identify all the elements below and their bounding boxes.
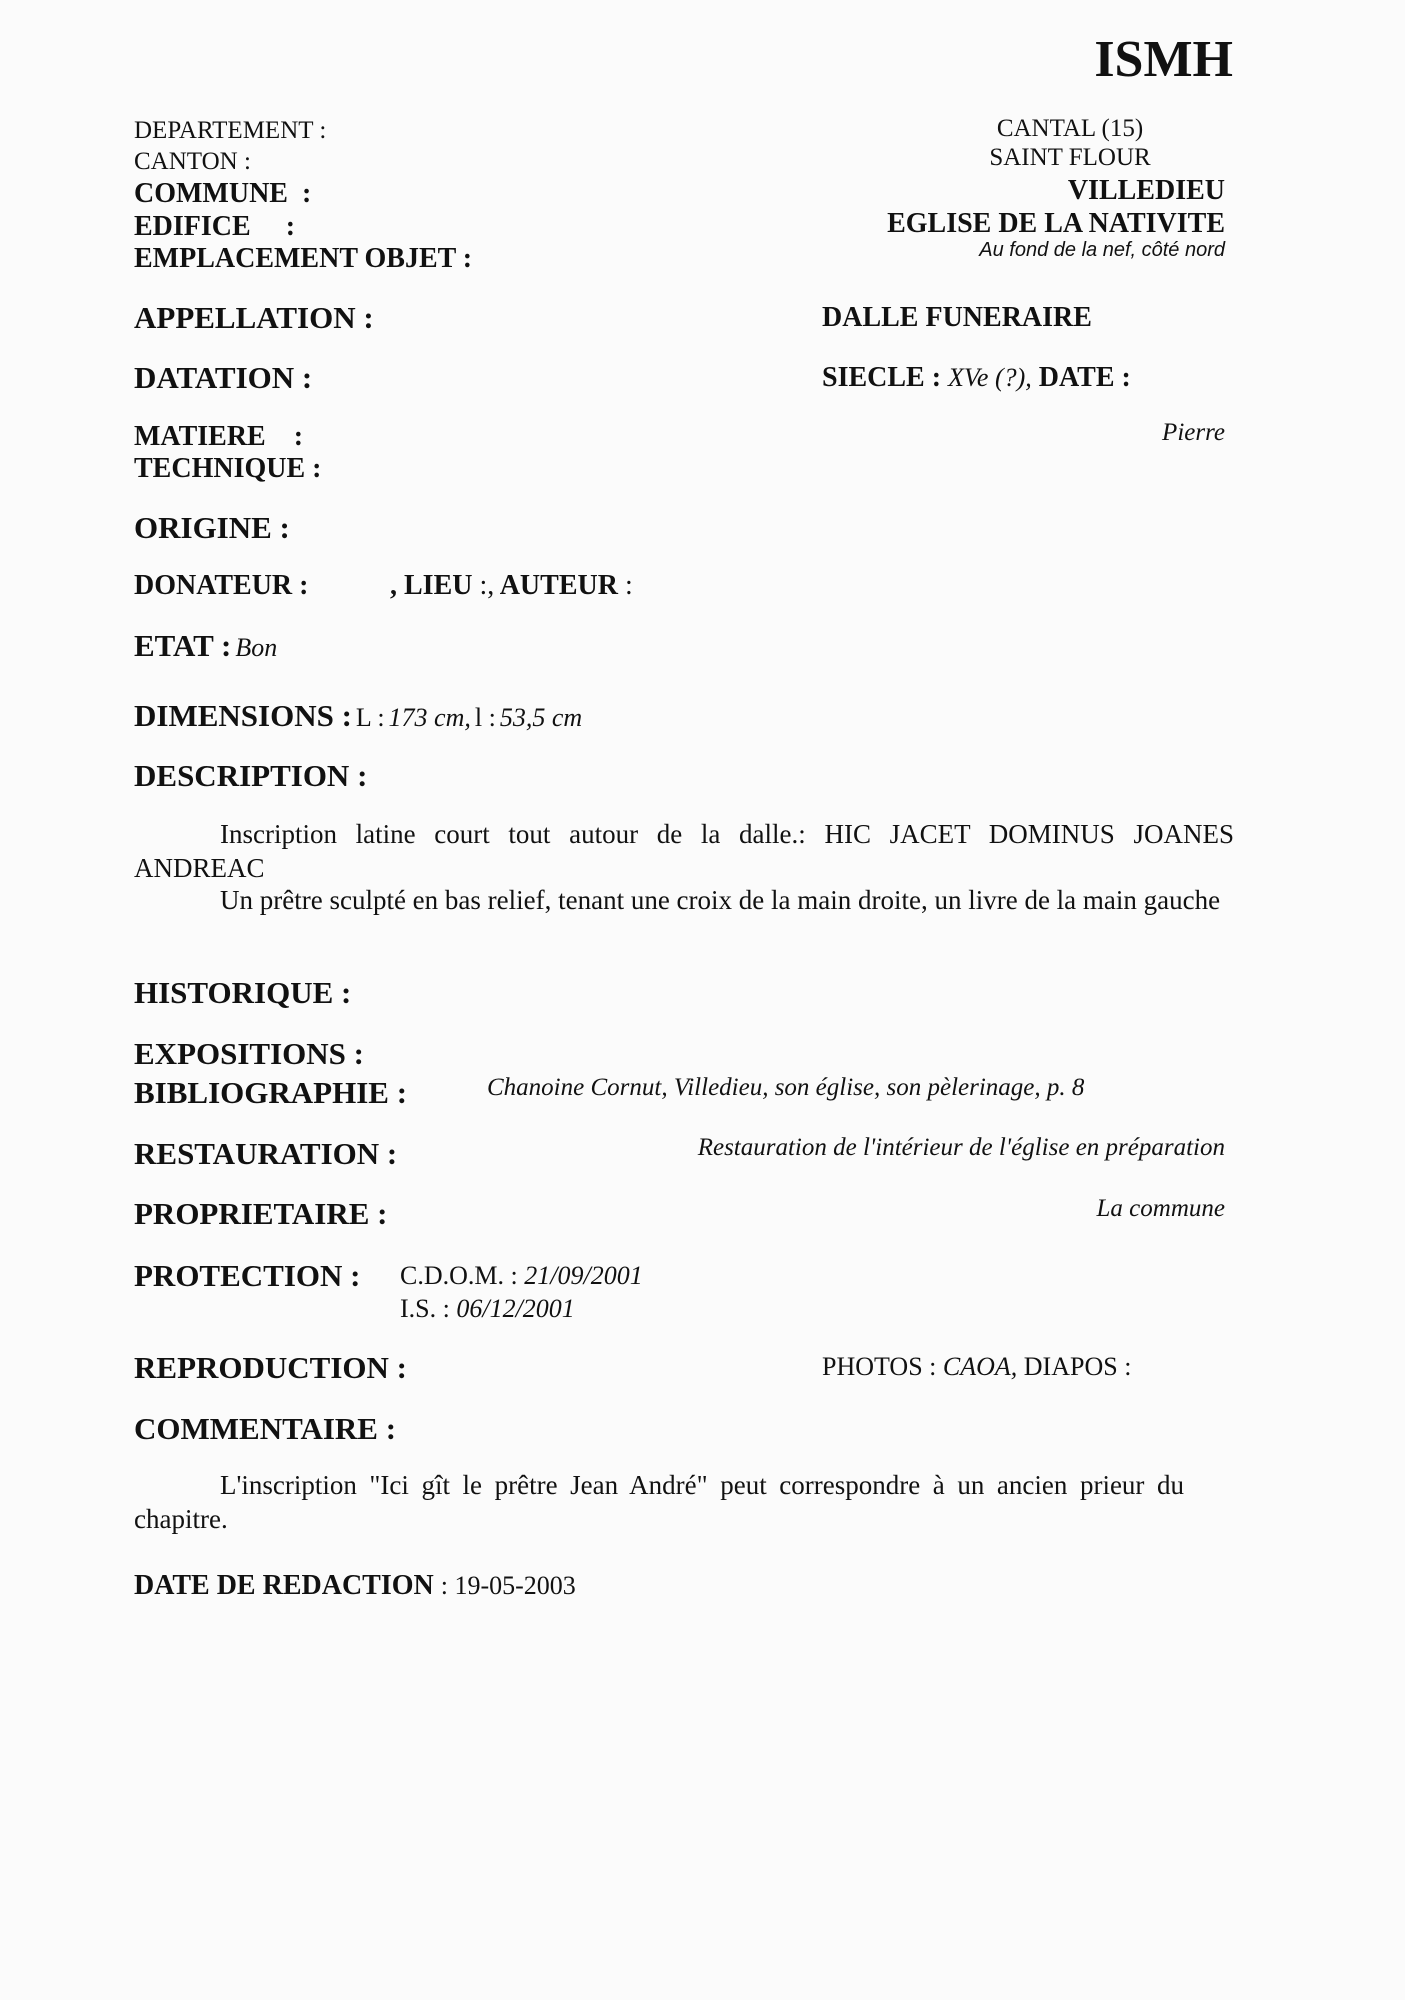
bibliographie-value: Chanoine Cornut, Villedieu, son église, son pèlerinage, p. 8 [487,1074,1085,1101]
dimensions-l-value: 173 cm, [388,703,471,732]
redaction-label: DATE DE REDACTION [134,1570,434,1601]
cdom-label: C.D.O.M. : [400,1261,518,1290]
protection-cdom-line [400,1263,643,1289]
technique-label: TECHNIQUE : [134,453,322,484]
protection-label: PROTECTION : [134,1258,361,1293]
auteur-sep: : [617,570,633,601]
lieu-label: , LIEU [390,570,473,601]
date-label: DATE : [1038,362,1131,393]
document-code: ISMH [1094,31,1233,88]
commune-value: VILLEDIEU [1067,175,1225,206]
matiere-value: Pierre [1162,419,1225,446]
dimensions-line [134,700,582,731]
emplacement-label: EMPLACEMENT OBJET : [134,243,473,274]
diapos-label: DIAPOS : [1023,1352,1132,1381]
commentaire-text: L'inscription "Ici gît le prêtre Jean André" peut correspondre à un ancien prieur du chapitre. [134,1470,1184,1534]
lieu-auteur-line [390,572,633,600]
redaction-line [134,1572,576,1600]
restauration-value: Restauration de l'intérieur de l'église en préparation [697,1134,1225,1161]
canton-value: SAINT FLOUR [989,144,1151,171]
proprietaire-value: La commune [1096,1195,1225,1222]
description-paragraph-2 [134,883,1234,917]
commentaire-paragraph [134,1468,1184,1536]
etat-value: Bon [235,633,278,662]
edifice-label: EDIFICE : [134,211,296,242]
photos-label: PHOTOS : [822,1352,937,1381]
siecle-label: SIECLE : [822,362,942,393]
reproduction-photos-line [822,1354,1131,1380]
description-p1: Inscription latine court tout autour de la dalle.: HIC JACET DOMINUS JOANES ANDREAC [134,819,1234,883]
siecle-value: XVe (?), [948,363,1032,392]
edifice-value: EGLISE DE LA NATIVITE [887,208,1225,239]
appellation-value: DALLE FUNERAIRE [822,302,1092,333]
bibliographie-label: BIBLIOGRAPHIE : [134,1075,408,1110]
donateur-label: DONATEUR : [134,570,309,601]
lieu-sep: :, [472,570,495,601]
proprietaire-label: PROPRIETAIRE : [134,1196,388,1231]
dimensions-l-label: L : [355,703,385,732]
redaction-value: : 19-05-2003 [440,1571,576,1600]
description-p2: Un prêtre sculpté en bas relief, tenant une croix de la main droite, un livre de la main gauche [220,885,1221,915]
departement-label: DEPARTEMENT : [134,117,327,144]
emplacement-value: Au fond de la nef, côté nord [979,239,1225,261]
etat-line [134,630,277,661]
matiere-label: MATIERE : [134,421,304,452]
etat-label: ETAT : [134,628,232,663]
dimensions-w-value: 53,5 cm [499,703,583,732]
siecle-line [822,364,1131,392]
description-paragraph-1 [134,817,1234,885]
auteur-label: AUTEUR [494,570,618,601]
expositions-label: EXPOSITIONS : [134,1036,364,1071]
datation-label: DATATION : [134,360,313,395]
commune-label: COMMUNE : [134,178,312,209]
origine-label: ORIGINE : [134,510,290,545]
dimensions-w-label: l : [474,703,496,732]
description-label: DESCRIPTION : [134,758,368,793]
commentaire-label: COMMENTAIRE : [134,1411,397,1446]
departement-value: CANTAL (15) [996,115,1144,142]
is-value: 06/12/2001 [456,1294,575,1323]
is-label: I.S. : [400,1294,450,1323]
historique-label: HISTORIQUE : [134,975,352,1010]
canton-label: CANTON : [134,148,251,175]
protection-is-line [400,1296,575,1322]
photos-value: CAOA, [942,1352,1018,1381]
cdom-value: 21/09/2001 [524,1261,643,1290]
dimensions-label: DIMENSIONS : [134,698,352,733]
appellation-label: APPELLATION : [134,300,374,335]
reproduction-label: REPRODUCTION : [134,1350,407,1385]
restauration-label: RESTAURATION : [134,1136,398,1171]
